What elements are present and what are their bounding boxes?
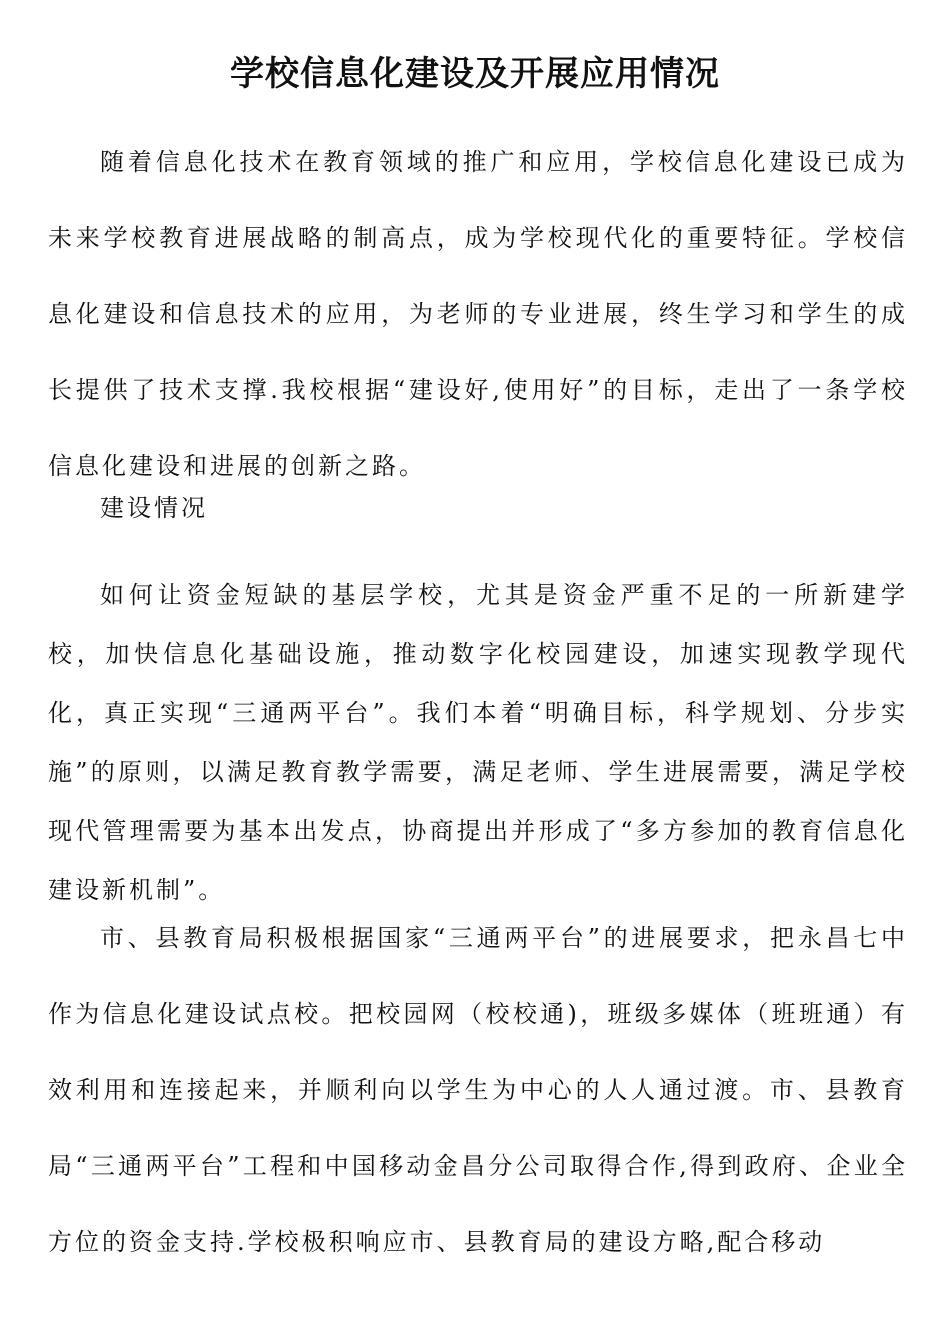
section-heading-construction: 建设情况 xyxy=(100,494,208,522)
paragraph-funding: 如何让资金短缺的基层学校，尤其是资金严重不足的一所新建学校，加快信息化基础设施，推动数字化校园建设，加速实现教学现代化，真正实现“三通两平台”。我们本着“明确目标，科学规划、分步实施”的原则，以满足教育教学需要，满足老师、学生进展需要，满足学校现代管理需要为基本出发点，协商提出并形成了“多方参加的教育信息化建设新机制”。 xyxy=(48,581,908,904)
paragraph-pilot-school: 市、县教育局积极根据国家“三通两平台”的进展要求，把永昌七中作为信息化建设试点校。把校园网（校校通)，班级多媒体（班班通）有效利用和连接起来，并顺利向以学生为中心的人人通过渡。市、县教育局“三通两平台”工程和中国移动金昌分公司取得合作,得到政府、企业全方位的资金支持.学校极积响应市、县教育局的建设方略,配合移动 xyxy=(48,924,908,1256)
paragraph-intro: 随着信息化技术在教育领域的推广和应用，学校信息化建设已成为未来学校教育进展战略的制高点，成为学校现代化的重要特征。学校信息化建设和信息技术的应用，为老师的专业进展，终生学习和学生的成长提供了技术支撑.我校根据“建设好,使用好”的目标，走出了一条学校信息化建设和进展的创新之路。 xyxy=(48,148,908,480)
document-title: 学校信息化建设及开展应用情况 xyxy=(230,54,720,94)
